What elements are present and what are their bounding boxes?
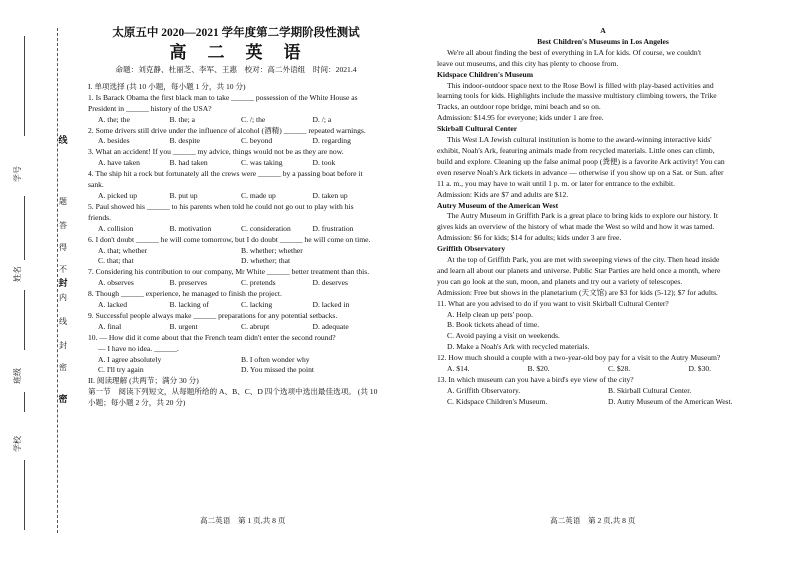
option: A. $14. (447, 364, 470, 374)
question (88, 311, 384, 333)
class-line (24, 392, 25, 412)
option: A. observes (98, 278, 134, 288)
seal-mark-line: 线 (58, 135, 68, 145)
notice-char: 答 (59, 221, 67, 230)
museum-admission: Admission: $6 for kids; $14 for adults; kids under 3 are free. (437, 233, 622, 243)
options-row (437, 397, 769, 408)
options-row (88, 256, 384, 267)
notice-char: 内 (59, 293, 67, 302)
subject-title: 高 二 英 语 (169, 43, 303, 62)
option: B. had taken (169, 158, 208, 168)
question (88, 235, 384, 268)
museum-admission: Admission: Free but shows in the planetarium (天文馆) are $3 for kids (5-12); $7 for adults. (437, 287, 718, 297)
passage-intro-line-2: leave out museums, and this city has plenty to choose from. (437, 58, 619, 68)
options-row (437, 320, 769, 331)
options-row (88, 115, 384, 126)
notice-char: 不 (59, 265, 67, 274)
question-stem: President in ______ history of the USA? (88, 103, 212, 113)
option: C. beyond (241, 136, 273, 146)
museum-description: This West LA Jewish cultural institution is home to the award-winning interactive kids' (447, 135, 712, 145)
passage-intro-line-1: We're all about finding the best of everything in LA for kids. Of course, we couldn't (447, 47, 702, 57)
options-row (88, 365, 384, 376)
museum-description: The Autry Museum in Griffith Park is a great place to bring kids to explore our history. It (447, 211, 719, 221)
options-row (88, 136, 384, 147)
option: B. I often wonder why (241, 354, 310, 364)
option: C. pretends (241, 278, 276, 288)
museum-name: Skirball Cultural Center (437, 124, 518, 134)
option: A. lacked (98, 300, 128, 310)
exam-info: 命题：刘克静、杜丽芝、李军、王惠 校对：高二外语组 时间：2021.4 (115, 65, 357, 74)
option: C. consideration (241, 223, 291, 233)
option: B. put up (169, 190, 198, 200)
binding-margin (0, 0, 78, 561)
museum-description: you can go look at the sun, moon, and planets and try out a variety of telescopes. (437, 276, 683, 286)
options-row (437, 386, 769, 397)
option: A. final (98, 321, 122, 331)
name-line-bottom (24, 290, 25, 350)
option: B. motivation (169, 223, 212, 233)
option: D. deserves (312, 278, 348, 288)
question (88, 93, 384, 126)
museum-name: Kidspace Children's Museum (437, 69, 534, 79)
name-line-top (24, 196, 25, 260)
option: D. taken up (312, 190, 348, 200)
option: C. /; the (241, 114, 266, 124)
question-stem: 1. Is Barack Obama the first black man to take ______ possession of the White House as (88, 92, 358, 102)
option: D. adequate (312, 321, 349, 331)
label-student-id: 学号 (13, 166, 22, 182)
option: D. lacked in (312, 300, 350, 310)
option: A. the; the (98, 114, 130, 124)
option: C. abrupt (241, 321, 270, 331)
option: D. frustration (312, 223, 354, 233)
museum-description: This indoor-outdoor space next to the Rose Bowl is filled with play-based activities and (447, 80, 714, 90)
option: B. preserves (169, 278, 208, 288)
museum-name: Autry Museum of the American West (437, 200, 559, 210)
museum-description: and learn all about our planets and universe. Public Star Parties are held once a month, where (437, 265, 721, 275)
question (88, 333, 384, 377)
options-row (88, 355, 384, 366)
label-school: 学校 (13, 436, 22, 452)
option: D. /; a (312, 114, 332, 124)
option: B. despite (169, 136, 200, 146)
passage-letter: A (600, 26, 606, 35)
school-line (24, 460, 25, 530)
museum-description: exhibit, Noah's Ark, featuring animals made from recycled materials. Little ones can climb, (437, 145, 715, 155)
section-2-intro-line-1: 第一节 阅读下列短文，从每题所给的 A、B、C、D 四个选项中选出最佳选项。 (共 10 (88, 387, 378, 397)
question-stem: 5. Paul showed his ______ to his parents when told he could not go out to play with his (88, 201, 354, 211)
option: D. Autry Museum of the American West. (608, 396, 733, 406)
question (88, 169, 384, 202)
options-row (88, 158, 384, 169)
option: B. Skirball Cultural Center. (608, 385, 692, 395)
section-2-intro-line-2: 小题；每小题 2 分，共 20 分) (88, 398, 186, 408)
option: D. took (312, 158, 336, 168)
question-stem: 12. How much should a couple with a two-year-old boy pay for a visit to the Autry Museum? (437, 353, 721, 363)
notice-char: 密 (59, 363, 67, 372)
options-row (88, 224, 384, 235)
question (88, 147, 384, 169)
question-stem: 9. Successful people always make ______ preparations for any potential setbacks. (88, 310, 338, 320)
notice-char: 线 (59, 317, 67, 326)
museum-description: gives kids an overview of the history of what made the West so wild and how it was tamed. (437, 222, 715, 232)
museum-description: build and explore. Cleaning up the false animal poop (粪便) is a favorite Ark activity! You can (437, 156, 725, 166)
options-row (88, 322, 384, 333)
option: B. lacking of (169, 300, 209, 310)
options-row (88, 278, 384, 289)
option: B. urgent (169, 321, 198, 331)
question-stem: sank. (88, 180, 104, 190)
label-class: 班级 (13, 368, 22, 384)
question-stem: — I have no idea. ______. (98, 343, 179, 353)
mcq-list (88, 93, 384, 377)
options-row (88, 191, 384, 202)
options-row (88, 300, 384, 311)
option: D. whether; that (241, 256, 291, 266)
options-row (437, 310, 769, 321)
question (88, 202, 384, 235)
option: C. Avoid paying a visit on weekends. (447, 331, 560, 341)
question-stem: 10. — How did it come about that the French team didn't enter the second round? (88, 332, 336, 342)
museum-description: learning tools for kids. Highlights include the massive multistory climbing towers, the Trike (437, 91, 717, 101)
option: C. made up (241, 190, 276, 200)
page-2-footer: 高二英语 第 2 页,共 8 页 (550, 516, 636, 525)
option: A. Griffith Observatory. (447, 385, 521, 395)
museum-description: even reserve Noah's Ark tickets in advance — otherwise if you show up on a Sat. or Sun. after (437, 167, 724, 177)
options-row (437, 342, 769, 353)
question-stem: 11. What are you advised to do if you want to visit Skirball Cultural Center? (437, 298, 669, 308)
question-stem: 3. What an accident! If you ______ my advice, things would not be as they are now. (88, 147, 344, 157)
passage-title: Best Children's Museums in Los Angeles (537, 36, 669, 46)
section-1-heading: I. 单项选择 (共 10 小题，每小题 1 分，共 10 分) (88, 81, 246, 91)
label-name: 姓名 (13, 266, 22, 282)
page-1-column (88, 26, 384, 409)
notice-char: 题 (59, 197, 67, 206)
option: D. You missed the point (241, 365, 314, 375)
museum-admission: Admission: $14.95 for everyone; kids under 1 are free. (437, 113, 604, 123)
options-row (437, 331, 769, 342)
option: A. that; whether (98, 245, 148, 255)
option: B. $20. (527, 364, 550, 374)
option: A. Help clean up pets' poop. (447, 309, 533, 319)
question-stem: friends. (88, 212, 111, 222)
question-stem: 4. The ship hit a rock but fortunately all the crews were ______ by a passing boat before it (88, 169, 363, 179)
question (88, 267, 384, 289)
section-2-heading: II. 阅读理解 (共两节；满分 30 分) (88, 376, 199, 386)
option: A. picked up (98, 190, 138, 200)
page-2-column (437, 26, 769, 408)
option: D. $30. (688, 364, 712, 374)
option: B. the; a (169, 114, 196, 124)
museum-description: 11 a. m., you may have to wait until 1 p. m. or later for entrance to the exhibit. (437, 178, 676, 188)
museum-list (437, 70, 769, 299)
exam-title: 太原五中 2020—2021 学年度第二学期阶段性测试 (112, 27, 360, 39)
reading-questions (437, 299, 769, 408)
options-row (437, 364, 769, 375)
option: C. was taking (241, 158, 283, 168)
option: A. collision (98, 223, 134, 233)
option: B. Book tickets ahead of time. (447, 320, 540, 330)
question-stem: 13. In which museum can you have a bird's eye view of the city? (437, 375, 634, 384)
page-1-footer: 高二英语 第 1 页,共 8 页 (200, 516, 286, 525)
seal-mark-seal: 封 (58, 278, 68, 288)
option: B. whether; whether (241, 245, 303, 255)
question-stem: 7. Considering his contribution to our company, Mr White ______ better treatment than this. (88, 267, 370, 277)
question (88, 289, 384, 311)
id-line (24, 36, 25, 136)
option: A. have taken (98, 158, 140, 168)
museum-name: Griffith Observatory (437, 244, 506, 254)
option: C. I'll try again (98, 365, 144, 375)
question-stem: 6. I don't doubt ______ he will come tomorrow, but I do doubt ______ he will come on time. (88, 234, 371, 244)
options-row (88, 246, 384, 257)
option: D. Make a Noah's Ark with recycled materials. (447, 342, 590, 352)
question-stem: 8. Though ______ experience, he managed to finish the project. (88, 289, 282, 299)
option: A. besides (98, 136, 130, 146)
museum-admission: Admission: Kids are $7 and adults are $12. (437, 189, 569, 199)
notice-char: 封 (59, 341, 67, 350)
museum-description: Tracks, an outdoor rope bridge, mini beach and so on. (437, 102, 601, 112)
notice-char: 得 (59, 243, 67, 252)
option: D. regarding (312, 136, 351, 146)
option: A. I agree absolutely (98, 354, 162, 364)
museum-description: At the top of Griffith Park, you are met with sweeping views of the city. Then head inside (447, 255, 720, 265)
option: C. that; that (98, 256, 134, 266)
option: C. lacking (241, 300, 273, 310)
question-stem: 2. Some drivers still drive under the influence of alcohol (酒精) ______ repeated warnings. (88, 125, 366, 135)
question (88, 126, 384, 148)
option: C. $28. (608, 364, 631, 374)
option: C. Kidspace Children's Museum. (447, 396, 548, 406)
seal-mark-secret: 密 (58, 394, 68, 404)
